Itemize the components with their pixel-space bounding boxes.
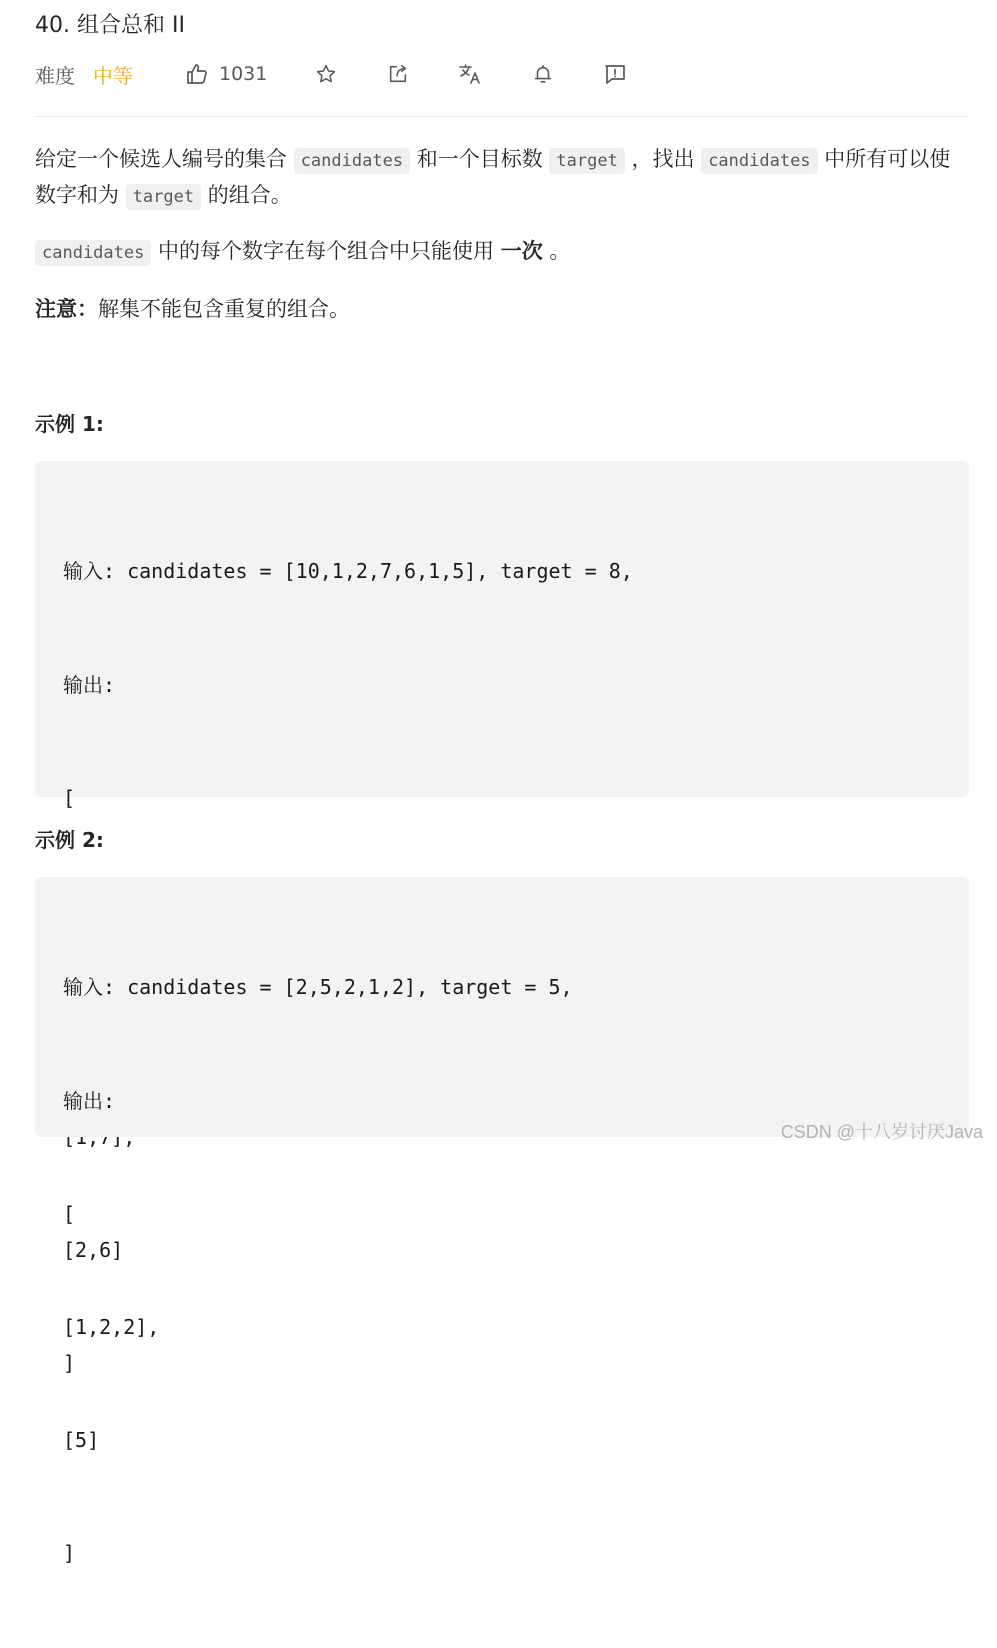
problem-title: 40. 组合总和 II xyxy=(35,13,185,38)
star-icon[interactable] xyxy=(315,63,337,85)
inline-code: target xyxy=(549,148,624,174)
difficulty-label: 难度 xyxy=(35,63,75,88)
description-text: 。 xyxy=(542,239,571,263)
code-line: ] xyxy=(63,1351,76,1376)
feedback-button[interactable] xyxy=(603,58,627,90)
watermark: CSDN @十八岁讨厌Java xyxy=(780,1122,983,1142)
description-text: 中的每个数字在每个组合中只能使用 xyxy=(151,239,501,263)
difficulty-value: 中等 xyxy=(93,63,133,88)
inline-code: candidates xyxy=(701,148,817,174)
emphasis-text: 一次 xyxy=(500,239,543,263)
example-2-title: 示例 2: xyxy=(35,828,104,852)
code-line: 输入: candidates = [10,1,2,7,6,1,5], target = 8, xyxy=(63,559,633,584)
translate-button[interactable] xyxy=(458,58,482,90)
code-line: 输出: xyxy=(63,1088,116,1113)
bell-icon[interactable] xyxy=(532,63,554,85)
code-line: [2,6] xyxy=(63,1237,124,1262)
code-line: 输入: candidates = [2,5,2,1,2], target = 5, xyxy=(63,975,573,1000)
feedback-icon[interactable] xyxy=(603,62,627,86)
code-line: [5] xyxy=(63,1427,100,1452)
divider xyxy=(35,116,969,117)
note-label: 注意： xyxy=(35,297,98,321)
description-text: 的组合。 xyxy=(201,183,292,207)
code-line: [ xyxy=(63,1201,76,1226)
code-line: [1,2,2], xyxy=(63,1314,160,1339)
code-line: [ xyxy=(63,785,76,810)
inline-code: candidates xyxy=(35,240,151,266)
code-line: 输出: xyxy=(63,672,116,697)
description-paragraph-1 xyxy=(35,142,969,214)
inline-code: target xyxy=(126,184,201,210)
notify-button[interactable] xyxy=(532,58,554,90)
like-count: 1031 xyxy=(219,63,268,85)
share-icon[interactable] xyxy=(387,63,409,85)
share-button[interactable] xyxy=(387,58,409,90)
description-text: 中所有可以使数字和为 xyxy=(35,147,951,207)
code-line: ] xyxy=(63,1540,76,1565)
inline-code: candidates xyxy=(294,148,410,174)
description-note xyxy=(35,292,969,326)
favorite-button[interactable] xyxy=(315,58,337,90)
description-text: 给定一个候选人编号的集合 xyxy=(35,147,294,171)
problem-meta-bar xyxy=(35,58,969,90)
thumbs-up-icon[interactable] xyxy=(185,62,209,86)
translate-icon[interactable] xyxy=(458,62,482,86)
example-1-title: 示例 1: xyxy=(35,412,104,436)
note-text: 解集不能包含重复的组合。 xyxy=(98,297,350,321)
description-text: ，找出 xyxy=(624,147,702,171)
description-paragraph-2 xyxy=(35,234,969,270)
difficulty xyxy=(35,58,133,90)
description-text: 和一个目标数 xyxy=(410,147,550,171)
like-button[interactable] xyxy=(185,58,267,90)
